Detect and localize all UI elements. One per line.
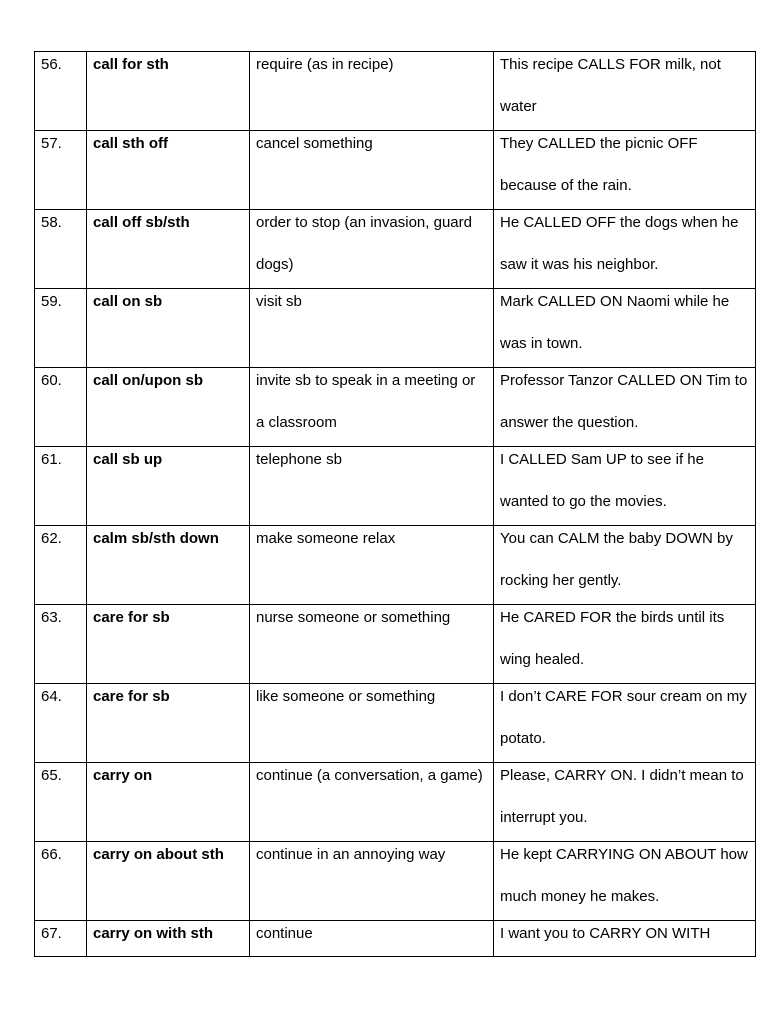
entry-number: 66. xyxy=(35,842,87,921)
meaning: require (as in recipe) xyxy=(250,52,494,131)
phrasal-verb: care for sb xyxy=(87,605,250,684)
entry-number: 57. xyxy=(35,131,87,210)
entry-number: 61. xyxy=(35,447,87,526)
phrasal-verb: carry on xyxy=(87,763,250,842)
phrasal-verb: call off sb/sth xyxy=(87,210,250,289)
entry-number: 59. xyxy=(35,289,87,368)
entry-number: 65. xyxy=(35,763,87,842)
entry-number: 63. xyxy=(35,605,87,684)
example-sentence: They CALLED the picnic OFF because of the rain. xyxy=(494,131,756,210)
phrasal-verb: carry on with sth xyxy=(87,921,250,957)
example-sentence: Mark CALLED ON Naomi while he was in town. xyxy=(494,289,756,368)
example-sentence: He kept CARRYING ON ABOUT how much money he makes. xyxy=(494,842,756,921)
meaning: continue (a conversation, a game) xyxy=(250,763,494,842)
example-sentence: You can CALM the baby DOWN by rocking her gently. xyxy=(494,526,756,605)
meaning: make someone relax xyxy=(250,526,494,605)
example-sentence: He CARED FOR the birds until its wing healed. xyxy=(494,605,756,684)
phrasal-verb: call on sb xyxy=(87,289,250,368)
table-row xyxy=(35,921,756,957)
phrasal-verb: call sb up xyxy=(87,447,250,526)
table-row xyxy=(35,447,756,526)
entry-number: 58. xyxy=(35,210,87,289)
example-sentence: I CALLED Sam UP to see if he wanted to go the movies. xyxy=(494,447,756,526)
table-row xyxy=(35,526,756,605)
table-row xyxy=(35,763,756,842)
example-sentence: I don’t CARE FOR sour cream on my potato. xyxy=(494,684,756,763)
entry-number: 64. xyxy=(35,684,87,763)
meaning: visit sb xyxy=(250,289,494,368)
example-sentence: Please, CARRY ON. I didn’t mean to interrupt you. xyxy=(494,763,756,842)
phrasal-verb: call for sth xyxy=(87,52,250,131)
example-sentence: Professor Tanzor CALLED ON Tim to answer the question. xyxy=(494,368,756,447)
table-row xyxy=(35,52,756,131)
entry-number: 60. xyxy=(35,368,87,447)
meaning: like someone or something xyxy=(250,684,494,763)
phrasal-verb: call on/upon sb xyxy=(87,368,250,447)
meaning: continue in an annoying way xyxy=(250,842,494,921)
table-row xyxy=(35,368,756,447)
meaning: nurse someone or something xyxy=(250,605,494,684)
example-sentence: This recipe CALLS FOR milk, not water xyxy=(494,52,756,131)
meaning: invite sb to speak in a meeting or a classroom xyxy=(250,368,494,447)
phrasal-verb: carry on about sth xyxy=(87,842,250,921)
table-row xyxy=(35,210,756,289)
table-row xyxy=(35,605,756,684)
table-row xyxy=(35,131,756,210)
table-row xyxy=(35,684,756,763)
meaning: order to stop (an invasion, guard dogs) xyxy=(250,210,494,289)
phrasal-verbs-table xyxy=(34,51,756,957)
entry-number: 56. xyxy=(35,52,87,131)
table-row xyxy=(35,289,756,368)
example-sentence: He CALLED OFF the dogs when he saw it was his neighbor. xyxy=(494,210,756,289)
table-row xyxy=(35,842,756,921)
meaning: continue xyxy=(250,921,494,957)
phrasal-verb: call sth off xyxy=(87,131,250,210)
entry-number: 67. xyxy=(35,921,87,957)
entry-number: 62. xyxy=(35,526,87,605)
example-sentence: I want you to CARRY ON WITH xyxy=(494,921,756,957)
meaning: cancel something xyxy=(250,131,494,210)
meaning: telephone sb xyxy=(250,447,494,526)
phrasal-verb: care for sb xyxy=(87,684,250,763)
phrasal-verb: calm sb/sth down xyxy=(87,526,250,605)
